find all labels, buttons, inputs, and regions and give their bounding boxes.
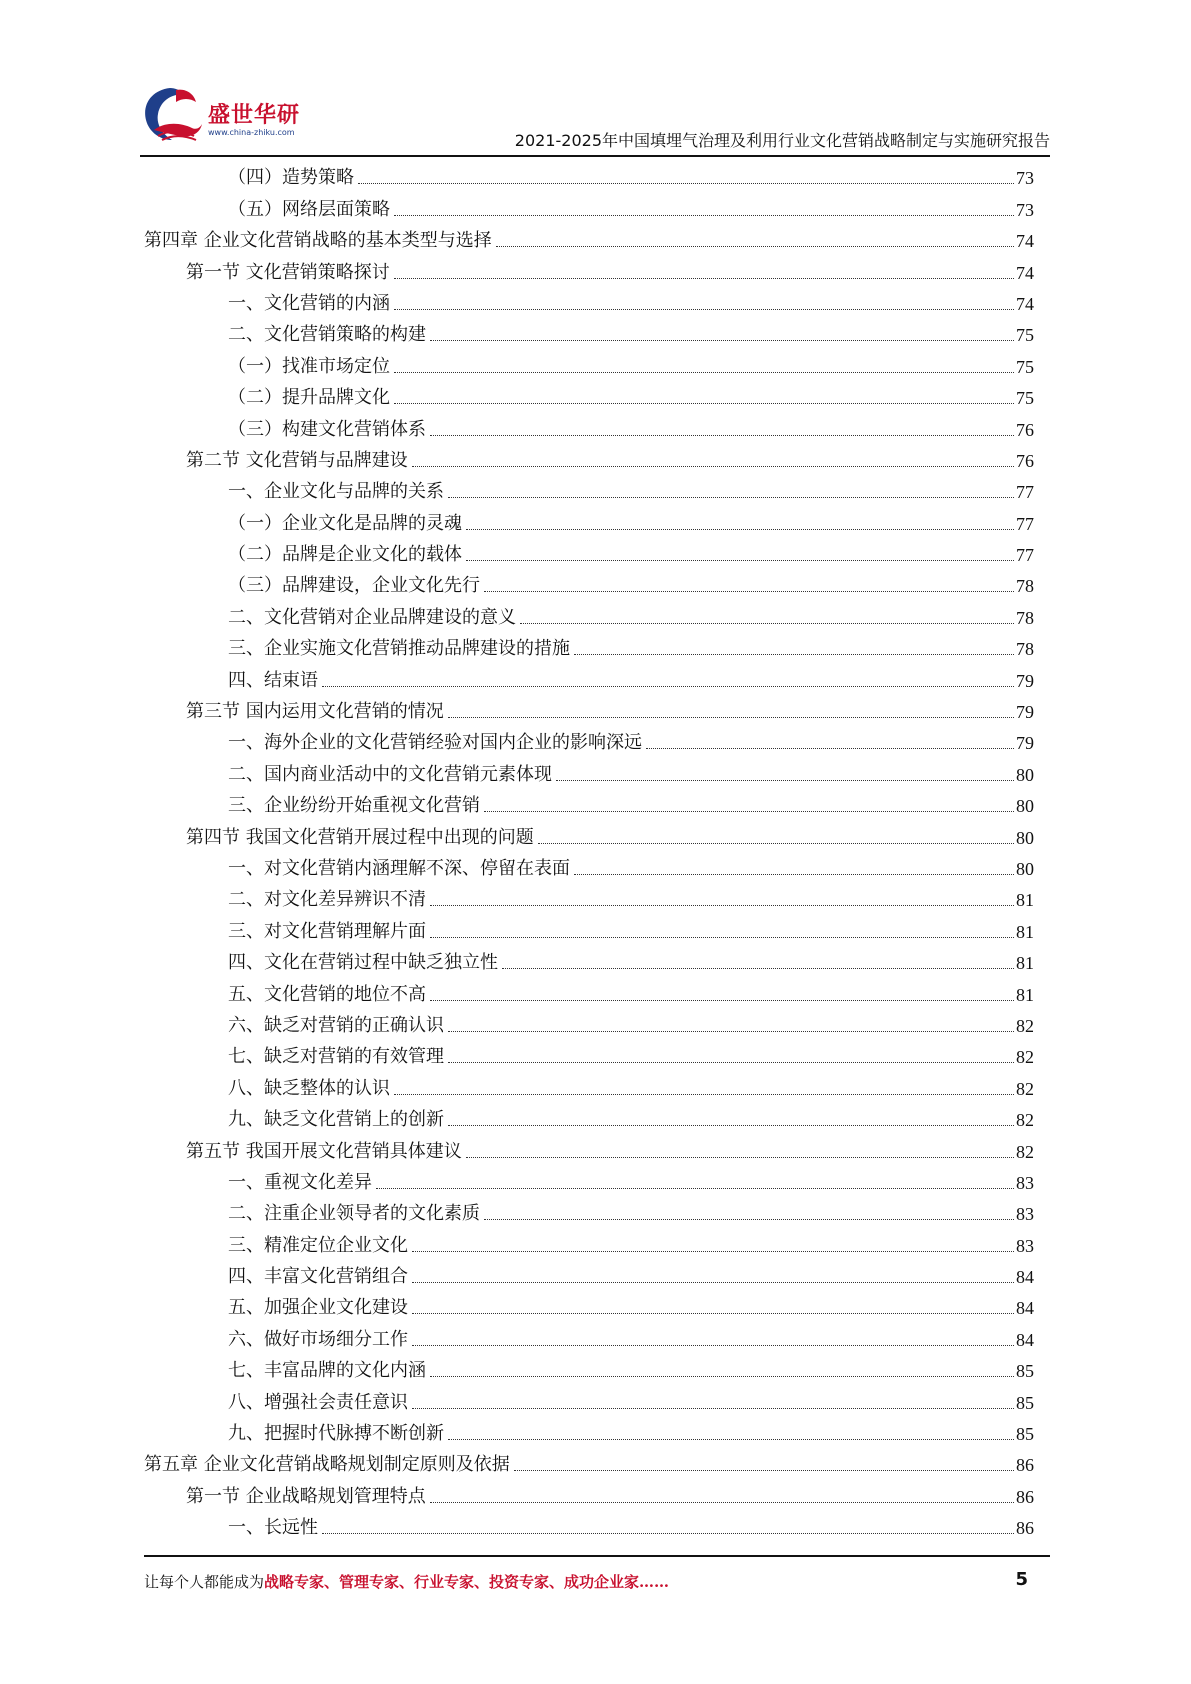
toc-dot-leader xyxy=(412,1313,1014,1314)
toc-entry-label: 第一节 文化营销策略探讨 xyxy=(186,261,390,283)
footer-divider xyxy=(144,1555,1050,1557)
toc-entry-label: （二）品牌是企业文化的载体 xyxy=(228,544,462,566)
toc-entry[interactable] xyxy=(144,223,1034,254)
toc-dot-leader xyxy=(466,1157,1014,1158)
toc-entry-page: 84 xyxy=(1016,1329,1034,1350)
toc-dot-leader xyxy=(430,905,1014,906)
toc-entry-page: 77 xyxy=(1016,545,1034,566)
toc-entry[interactable] xyxy=(144,1321,1034,1352)
toc-dot-leader xyxy=(412,1251,1014,1252)
toc-entry[interactable] xyxy=(144,537,1034,568)
toc-entry-page: 80 xyxy=(1016,796,1034,817)
toc-dot-leader xyxy=(556,780,1014,781)
toc-entry-page: 76 xyxy=(1016,450,1034,471)
toc-dot-leader xyxy=(394,372,1014,373)
toc-dot-leader xyxy=(430,435,1014,436)
toc-entry-label: 一、海外企业的文化营销经验对国内企业的影响深远 xyxy=(228,732,642,754)
toc-entry-page: 85 xyxy=(1016,1424,1034,1445)
toc-entry-label: （三）构建文化营销体系 xyxy=(228,418,426,440)
toc-entry-label: 七、缺乏对营销的有效管理 xyxy=(228,1046,444,1068)
toc-entry-label: （三）品牌建设，企业文化先行 xyxy=(228,575,480,597)
toc-entry-page: 79 xyxy=(1016,733,1034,754)
toc-entry-page: 83 xyxy=(1016,1235,1034,1256)
toc-entry-page: 78 xyxy=(1016,639,1034,660)
toc-entry[interactable] xyxy=(144,1227,1034,1258)
toc-entry[interactable] xyxy=(144,1290,1034,1321)
toc-dot-leader xyxy=(430,340,1014,341)
toc-dot-leader xyxy=(394,278,1014,279)
toc-entry-label: 三、精准定位企业文化 xyxy=(228,1234,408,1256)
toc-entry[interactable] xyxy=(144,851,1034,882)
toc-entry[interactable] xyxy=(144,662,1034,693)
toc-dot-leader xyxy=(502,968,1014,969)
toc-entry-label: 第一节 企业战略规划管理特点 xyxy=(186,1485,426,1507)
toc-entry[interactable] xyxy=(144,1416,1034,1447)
toc-entry[interactable] xyxy=(144,1133,1034,1164)
toc-entry-label: 一、文化营销的内涵 xyxy=(228,292,390,314)
logo-text: 盛世华研 xyxy=(208,103,301,128)
toc-entry-page: 77 xyxy=(1016,482,1034,503)
toc-entry-label: 第二节 文化营销与品牌建设 xyxy=(186,449,408,471)
logo-url: www.china-zhiku.com xyxy=(208,128,295,137)
toc-entry-label: 九、把握时代脉搏不断创新 xyxy=(228,1423,444,1445)
toc-entry[interactable] xyxy=(144,380,1034,411)
toc-entry[interactable] xyxy=(144,1384,1034,1415)
toc-entry[interactable] xyxy=(144,1196,1034,1227)
toc-entry-page: 74 xyxy=(1016,231,1034,252)
page-number: 5 xyxy=(1015,1569,1028,1590)
toc-entry[interactable] xyxy=(144,1353,1034,1384)
toc-entry-page: 75 xyxy=(1016,325,1034,346)
toc-entry-page: 78 xyxy=(1016,576,1034,597)
toc-entry-label: 第三节 国内运用文化营销的情况 xyxy=(186,701,444,723)
toc-dot-leader xyxy=(574,654,1014,655)
toc-entry[interactable] xyxy=(144,505,1034,536)
toc-dot-leader xyxy=(466,529,1014,530)
toc-entry-page: 86 xyxy=(1016,1455,1034,1476)
toc-entry-label: （四）造势策略 xyxy=(228,167,354,189)
toc-entry-page: 86 xyxy=(1016,1486,1034,1507)
toc-entry-page: 86 xyxy=(1016,1518,1034,1539)
toc-entry-label: 四、结束语 xyxy=(228,669,318,691)
toc-entry[interactable] xyxy=(144,725,1034,756)
table-of-contents xyxy=(144,160,1034,1541)
toc-entry-label: 三、企业纷纷开始重视文化营销 xyxy=(228,795,480,817)
toc-entry[interactable] xyxy=(144,1510,1034,1541)
toc-entry[interactable] xyxy=(144,976,1034,1007)
toc-entry-page: 82 xyxy=(1016,1078,1034,1099)
toc-entry[interactable] xyxy=(144,474,1034,505)
toc-entry-label: 二、文化营销策略的构建 xyxy=(228,324,426,346)
toc-dot-leader xyxy=(520,623,1014,624)
toc-dot-leader xyxy=(412,1408,1014,1409)
toc-entry[interactable] xyxy=(144,286,1034,317)
toc-entry-page: 79 xyxy=(1016,670,1034,691)
toc-entry-label: （五）网络层面策略 xyxy=(228,198,390,220)
toc-entry-label: 二、国内商业活动中的文化营销元素体现 xyxy=(228,763,552,785)
toc-entry-page: 75 xyxy=(1016,388,1034,409)
toc-dot-leader xyxy=(430,1376,1014,1377)
toc-entry-label: 一、重视文化差异 xyxy=(228,1171,372,1193)
toc-entry-label: （二）提升品牌文化 xyxy=(228,387,390,409)
toc-entry-label: 一、企业文化与品牌的关系 xyxy=(228,481,444,503)
toc-entry[interactable] xyxy=(144,945,1034,976)
toc-entry-label: 四、丰富文化营销组合 xyxy=(228,1266,408,1288)
toc-entry[interactable] xyxy=(144,1447,1034,1478)
page-header xyxy=(140,82,1050,152)
toc-entry[interactable] xyxy=(144,411,1034,442)
toc-entry-page: 85 xyxy=(1016,1361,1034,1382)
toc-entry[interactable] xyxy=(144,788,1034,819)
toc-entry[interactable] xyxy=(144,1478,1034,1509)
toc-entry-page: 73 xyxy=(1016,168,1034,189)
toc-entry-label: 一、对文化营销内涵理解不深、停留在表面 xyxy=(228,857,570,879)
toc-dot-leader xyxy=(448,1062,1014,1063)
toc-entry[interactable] xyxy=(144,819,1034,850)
toc-entry[interactable] xyxy=(144,913,1034,944)
toc-entry-page: 80 xyxy=(1016,858,1034,879)
report-title: 2021-2025年中国填埋气治理及利用行业文化营销战略制定与实施研究报告 xyxy=(514,131,1050,150)
toc-dot-leader xyxy=(412,1282,1014,1283)
toc-dot-leader xyxy=(358,183,1014,184)
toc-entry-label: 四、文化在营销过程中缺乏独立性 xyxy=(228,952,498,974)
toc-entry-label: 三、企业实施文化营销推动品牌建设的措施 xyxy=(228,638,570,660)
slogan-highlight: 战略专家、管理专家、行业专家、投资专家、成功企业家…… xyxy=(264,1573,670,1591)
toc-dot-leader xyxy=(466,560,1014,561)
toc-entry-label: 二、对文化差异辨识不清 xyxy=(228,889,426,911)
toc-entry[interactable] xyxy=(144,160,1034,191)
toc-entry[interactable] xyxy=(144,191,1034,222)
toc-dot-leader xyxy=(412,466,1014,467)
toc-entry-label: 六、做好市场细分工作 xyxy=(228,1328,408,1350)
toc-entry-page: 78 xyxy=(1016,607,1034,628)
toc-entry-page: 82 xyxy=(1016,1141,1034,1162)
toc-entry-page: 85 xyxy=(1016,1392,1034,1413)
toc-dot-leader xyxy=(394,309,1014,310)
toc-entry[interactable] xyxy=(144,882,1034,913)
toc-entry[interactable] xyxy=(144,254,1034,285)
toc-entry[interactable] xyxy=(144,599,1034,630)
toc-entry[interactable] xyxy=(144,443,1034,474)
toc-entry-page: 77 xyxy=(1016,513,1034,534)
toc-entry-page: 83 xyxy=(1016,1172,1034,1193)
toc-dot-leader xyxy=(322,1533,1014,1534)
toc-dot-leader xyxy=(430,1000,1014,1001)
toc-entry[interactable] xyxy=(144,631,1034,662)
slogan-prefix: 让每个人都能成为 xyxy=(144,1573,265,1591)
toc-dot-leader xyxy=(646,748,1014,749)
toc-entry-page: 80 xyxy=(1016,827,1034,848)
toc-entry-label: 二、文化营销对企业品牌建设的意义 xyxy=(228,606,516,628)
toc-entry-label: 八、增强社会责任意识 xyxy=(228,1391,408,1413)
toc-entry-page: 84 xyxy=(1016,1267,1034,1288)
toc-entry[interactable] xyxy=(144,1039,1034,1070)
toc-dot-leader xyxy=(448,1031,1014,1032)
toc-entry-label: 第五节 我国开展文化营销具体建议 xyxy=(186,1140,462,1162)
toc-entry[interactable] xyxy=(144,1102,1034,1133)
toc-entry-label: 第四节 我国文化营销开展过程中出现的问题 xyxy=(186,826,534,848)
toc-entry-label: 三、对文化营销理解片面 xyxy=(228,920,426,942)
toc-entry-label: 五、文化营销的地位不高 xyxy=(228,983,426,1005)
footer-slogan xyxy=(144,1571,669,1592)
toc-entry-page: 81 xyxy=(1016,953,1034,974)
toc-dot-leader xyxy=(496,246,1014,247)
page-footer xyxy=(144,1571,1050,1595)
toc-entry-label: （一）找准市场定位 xyxy=(228,355,390,377)
toc-dot-leader xyxy=(574,874,1014,875)
toc-entry-label: 六、缺乏对营销的正确认识 xyxy=(228,1014,444,1036)
toc-entry-label: 第四章 企业文化营销战略的基本类型与选择 xyxy=(144,230,492,252)
toc-dot-leader xyxy=(538,843,1014,844)
toc-dot-leader xyxy=(430,1502,1014,1503)
toc-entry-page: 82 xyxy=(1016,1047,1034,1068)
toc-entry-page: 82 xyxy=(1016,1015,1034,1036)
toc-entry-label: 二、注重企业领导者的文化素质 xyxy=(228,1203,480,1225)
toc-entry-label: 七、丰富品牌的文化内涵 xyxy=(228,1360,426,1382)
header-divider xyxy=(140,155,1050,157)
toc-entry[interactable] xyxy=(144,694,1034,725)
toc-entry-page: 79 xyxy=(1016,702,1034,723)
toc-entry[interactable] xyxy=(144,756,1034,787)
toc-entry-page: 81 xyxy=(1016,921,1034,942)
toc-dot-leader xyxy=(484,811,1014,812)
toc-entry[interactable] xyxy=(144,348,1034,379)
toc-entry-label: 一、长远性 xyxy=(228,1517,318,1539)
toc-dot-leader xyxy=(412,1345,1014,1346)
toc-dot-leader xyxy=(448,1125,1014,1126)
toc-entry[interactable] xyxy=(144,1008,1034,1039)
toc-dot-leader xyxy=(448,1439,1014,1440)
toc-entry-page: 74 xyxy=(1016,293,1034,314)
toc-entry-page: 76 xyxy=(1016,419,1034,440)
toc-entry[interactable] xyxy=(144,568,1034,599)
toc-entry[interactable] xyxy=(144,1259,1034,1290)
toc-dot-leader xyxy=(448,497,1014,498)
toc-entry[interactable] xyxy=(144,1165,1034,1196)
toc-entry-page: 83 xyxy=(1016,1204,1034,1225)
toc-dot-leader xyxy=(394,215,1014,216)
toc-dot-leader xyxy=(394,1094,1014,1095)
toc-entry-label: 五、加强企业文化建设 xyxy=(228,1297,408,1319)
toc-dot-leader xyxy=(484,1219,1014,1220)
toc-dot-leader xyxy=(514,1470,1014,1471)
toc-dot-leader xyxy=(322,686,1014,687)
toc-entry-label: 九、缺乏文化营销上的创新 xyxy=(228,1109,444,1131)
toc-entry-page: 74 xyxy=(1016,262,1034,283)
toc-entry-page: 81 xyxy=(1016,984,1034,1005)
toc-entry-label: 八、缺乏整体的认识 xyxy=(228,1077,390,1099)
toc-dot-leader xyxy=(484,591,1014,592)
toc-entry-page: 73 xyxy=(1016,199,1034,220)
toc-dot-leader xyxy=(394,403,1014,404)
toc-entry-page: 81 xyxy=(1016,890,1034,911)
toc-entry-page: 82 xyxy=(1016,1110,1034,1131)
toc-entry-label: 第五章 企业文化营销战略规划制定原则及依据 xyxy=(144,1454,510,1476)
toc-entry-page: 84 xyxy=(1016,1298,1034,1319)
toc-entry[interactable] xyxy=(144,1070,1034,1101)
toc-dot-leader xyxy=(448,717,1014,718)
toc-entry-page: 80 xyxy=(1016,764,1034,785)
toc-entry-page: 75 xyxy=(1016,356,1034,377)
toc-entry-label: （一）企业文化是品牌的灵魂 xyxy=(228,512,462,534)
toc-dot-leader xyxy=(430,937,1014,938)
toc-entry[interactable] xyxy=(144,317,1034,348)
toc-dot-leader xyxy=(376,1188,1014,1189)
